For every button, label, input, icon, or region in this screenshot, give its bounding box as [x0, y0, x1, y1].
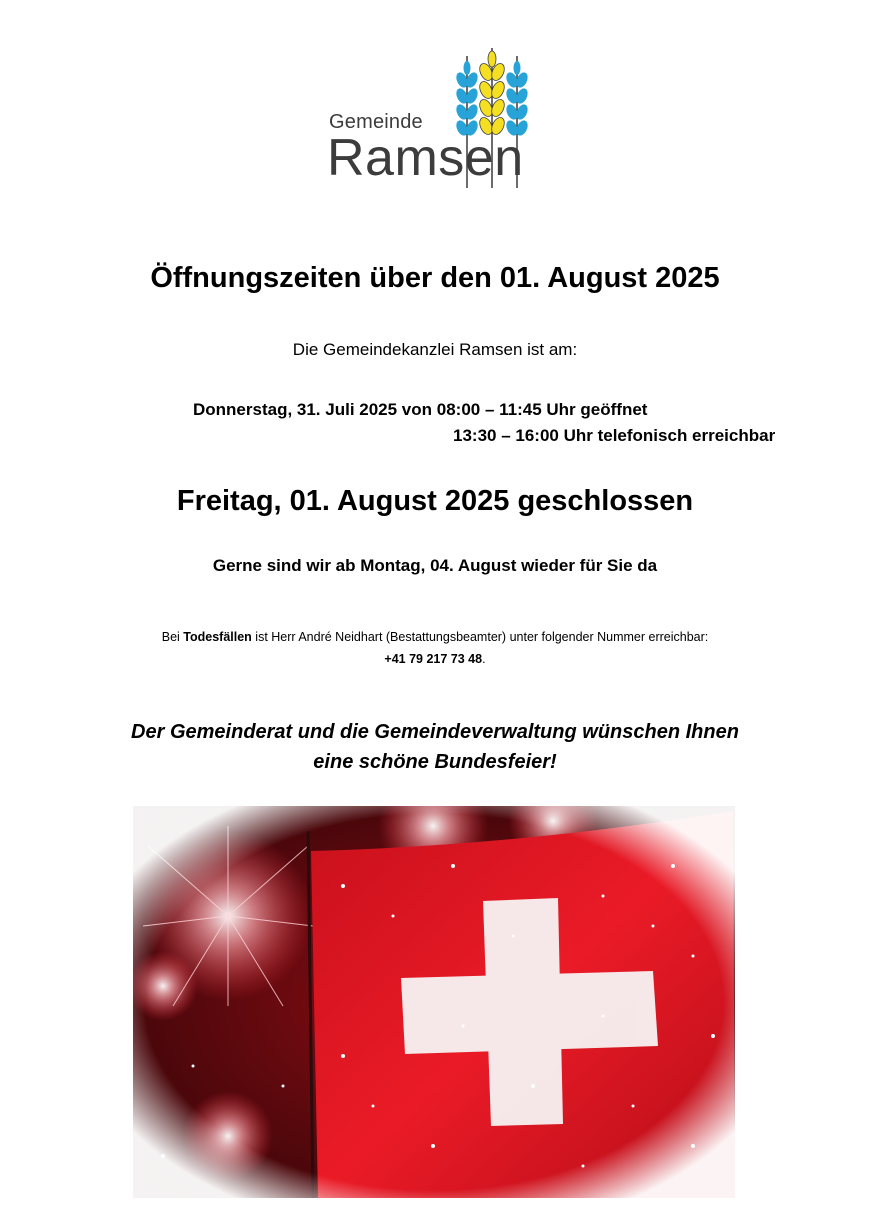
- swiss-flag-fireworks-image: [133, 806, 735, 1198]
- logo-text-ramsen: Ramsen: [327, 129, 524, 187]
- reopen-text: Gerne sind wir ab Montag, 04. August wieder für Sie da: [212, 556, 658, 575]
- schedule-thursday-phone: 13:30 – 16:00 Uhr telefonisch erreichbar: [453, 426, 776, 445]
- page-title: Öffnungszeiten über den 01. August 2025: [150, 262, 720, 294]
- intro-text: Die Gemeindekanzlei Ramsen ist am:: [292, 340, 578, 359]
- death-notice-rest: ist Herr André Neidhart (Bestattungsbeamter) unter folgender Nummer erreichbar:: [251, 630, 709, 644]
- schedule-thursday: Donnerstag, 31. Juli 2025 von 08:00 – 11:45 Uhr geöffnet: [193, 400, 648, 419]
- greeting-line2: eine schöne Bundesfeier!: [313, 751, 557, 773]
- greeting-line1: Der Gemeinderat und die Gemeindeverwaltung wünschen Ihnen: [131, 721, 739, 743]
- closed-heading: Freitag, 01. August 2025 geschlossen: [176, 485, 694, 517]
- phone-number: +41 79 217 73 48: [384, 652, 483, 666]
- logo-text-gemeinde: Gemeinde: [329, 111, 423, 133]
- death-notice: [0, 630, 870, 644]
- death-notice-bold: Todesfällen: [183, 630, 252, 644]
- death-notice-prefix: Bei: [161, 630, 184, 644]
- swiss-flag-icon: [133, 806, 735, 1198]
- phone-suffix: .: [482, 652, 486, 666]
- greeting: [0, 717, 870, 777]
- municipality-logo: [325, 48, 545, 193]
- death-notice-phone: [0, 652, 870, 666]
